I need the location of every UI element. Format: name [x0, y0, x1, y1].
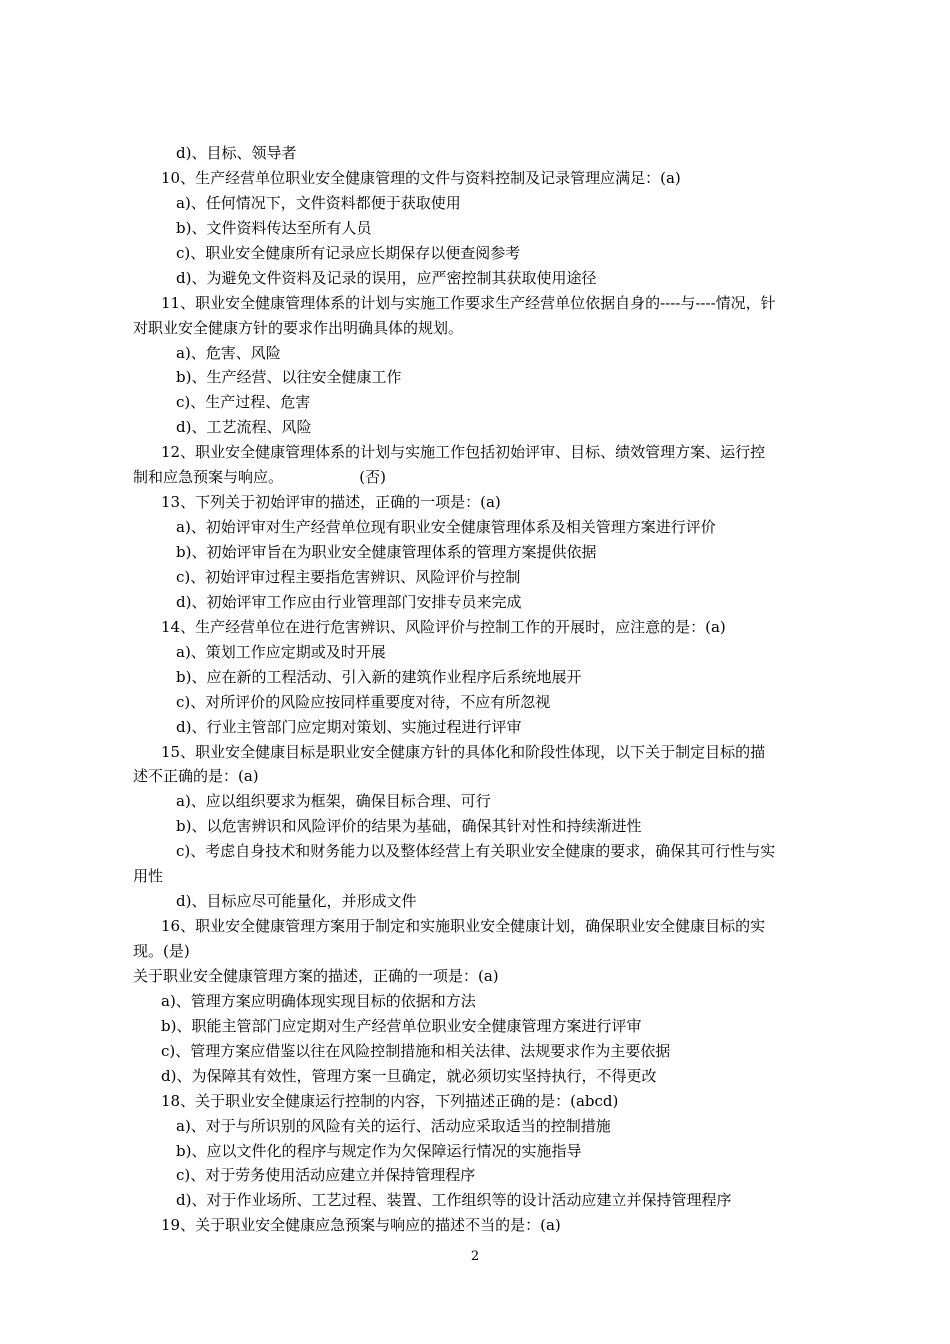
- question-line: 10、生产经营单位职业安全健康管理的文件与资料控制及记录管理应满足：(a): [161, 168, 681, 187]
- option-line: a)、应以组织要求为框架，确保目标合理、可行: [176, 792, 491, 811]
- option-line: d)、目标应尽可能量化，并形成文件: [176, 892, 417, 911]
- question-continuation: 现。(是): [133, 942, 190, 960]
- option-line: c)、对所评价的风险应按同样重要度对待，不应有所忽视: [176, 692, 551, 711]
- option-line: d)、行业主管部门应定期对策划、实施过程进行评审: [176, 717, 522, 736]
- option-line: d)、工艺流程、风险: [176, 418, 312, 437]
- option-line: d)、为保障其有效性，管理方案一旦确定，就必须切实坚持执行，不得更改: [161, 1066, 657, 1085]
- option-line: a)、管理方案应明确体现实现目标的依据和方法: [161, 991, 476, 1010]
- option-line: a)、对于与所识别的风险有关的运行、活动应采取适当的控制措施: [176, 1116, 611, 1135]
- question-line: 13、下列关于初始评审的描述，正确的一项是：(a): [161, 493, 501, 512]
- option-continuation: 用性: [133, 867, 164, 886]
- option-line: c)、管理方案应借鉴以往在风险控制措施和相关法律、法规要求作为主要依据: [161, 1041, 671, 1060]
- option-line: b)、应以文件化的程序与规定作为欠保障运行情况的实施指导: [176, 1141, 582, 1160]
- option-line: b)、职能主管部门应定期对生产经营单位职业安全健康管理方案进行评审: [161, 1016, 642, 1035]
- option-line: c)、职业安全健康所有记录应长期保存以便查阅参考: [176, 243, 521, 262]
- option-line: b)、初始评审旨在为职业安全健康管理体系的管理方案提供依据: [176, 543, 597, 561]
- option-line: d)、为避免文件资料及记录的误用，应严密控制其获取使用途径: [176, 268, 597, 287]
- question-line: 11、职业安全健康管理体系的计划与实施工作要求生产经营单位依据自身的----与----情况，针: [161, 293, 776, 312]
- option-line: c)、对于劳务使用活动应建立并保持管理程序: [176, 1166, 476, 1185]
- page-number: 2: [470, 1249, 480, 1264]
- option-line: b)、以危害辨识和风险评价的结果为基础，确保其针对性和持续渐进性: [176, 817, 642, 836]
- option-line: a)、初始评审对生产经营单位现有职业安全健康管理体系及相关管理方案进行评价: [176, 518, 716, 537]
- question-continuation: 述不正确的是：(a): [133, 767, 259, 786]
- option-line: c)、初始评审过程主要指危害辨识、风险评价与控制: [176, 567, 521, 586]
- option-line: c)、生产过程、危害: [176, 393, 311, 412]
- question-line: 18、关于职业安全健康运行控制的内容，下列描述正确的是：(abcd): [161, 1091, 619, 1110]
- question-continuation: 对职业安全健康方针的要求作出明确具体的规划。: [133, 318, 464, 337]
- option-line: c)、考虑自身技术和财务能力以及整体经营上有关职业安全健康的要求，确保其可行性与实: [176, 842, 776, 861]
- option-line: a)、任何情况下，文件资料都便于获取使用: [176, 193, 461, 212]
- option-line: b)、文件资料传达至所有人员: [176, 218, 372, 237]
- question-line: 关于职业安全健康管理方案的描述，正确的一项是：(a): [133, 966, 499, 985]
- option-line: d)、目标、领导者: [176, 144, 297, 162]
- option-line: a)、策划工作应定期或及时开展: [176, 642, 386, 661]
- question-line: 19、关于职业安全健康应急预案与响应的描述不当的是：(a): [161, 1216, 561, 1235]
- question-line: 15、职业安全健康目标是职业安全健康方针的具体化和阶段性体现，以下关于制定目标的描: [161, 742, 766, 761]
- question-continuation: 制和应急预案与响应。 (否): [133, 468, 386, 487]
- option-line: d)、对于作业场所、工艺过程、装置、工作组织等的设计活动应建立并保持管理程序: [176, 1191, 732, 1210]
- option-line: d)、初始评审工作应由行业管理部门安排专员来完成: [176, 592, 522, 611]
- option-line: b)、应在新的工程活动、引入新的建筑作业程序后系统地展开: [176, 667, 582, 686]
- document-body: [0, 141, 950, 1238]
- question-line: 14、生产经营单位在进行危害辨识、风险评价与控制工作的开展时，应注意的是：(a): [161, 617, 726, 636]
- option-line: b)、生产经营、以往安全健康工作: [176, 368, 402, 387]
- question-line: 12、职业安全健康管理体系的计划与实施工作包括初始评审、目标、绩效管理方案、运行控: [161, 443, 766, 462]
- option-line: a)、危害、风险: [176, 343, 281, 362]
- question-line: 16、职业安全健康管理方案用于制定和实施职业安全健康计划，确保职业安全健康目标的实: [161, 917, 766, 936]
